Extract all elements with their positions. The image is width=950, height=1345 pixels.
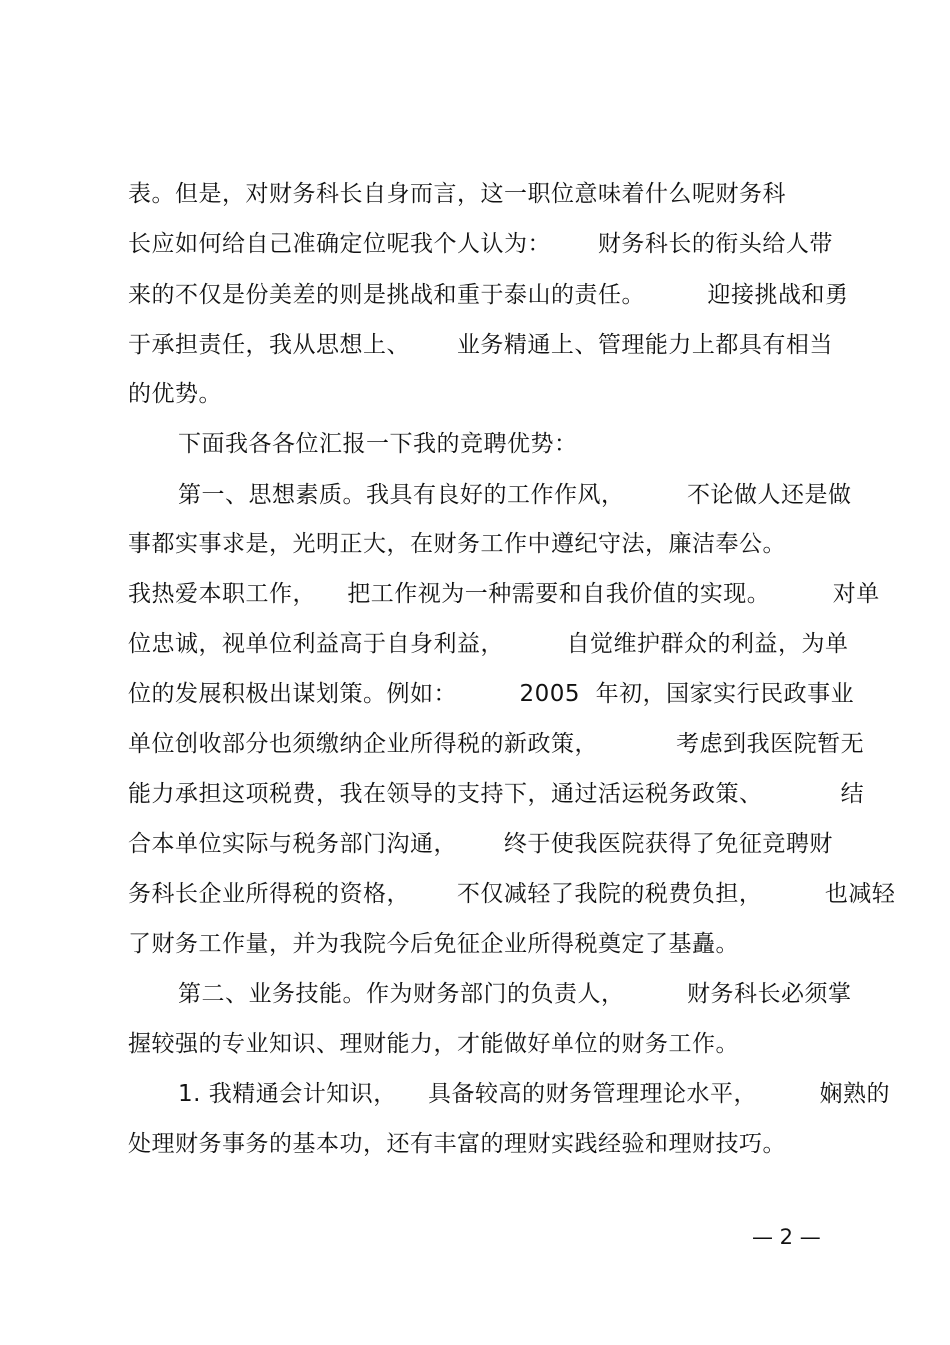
text-line-3: 来的不仅是份美差的则是挑战和重于泰山的责任。 迎接挑战和勇: [128, 282, 849, 308]
text-line-9: 我热爱本职工作， 把工作视为一种需要和自我价值的实现。 对单: [128, 581, 880, 607]
text-line-8: 事都实事求是，光明正大，在财务工作中遵纪守法，廉洁奉公。: [128, 531, 786, 557]
page-number: — 2 —: [752, 1225, 821, 1249]
text-line-14: 合本单位实际与税务部门沟通， 终于使我医院获得了免征竞聘财: [128, 831, 833, 857]
text-line-16: 了财务工作量，并为我院今后免征企业所得税奠定了基矗。: [128, 931, 739, 957]
text-line-1: 表。但是，对财务科长自身而言，这一职位意味着什么呢财务科: [128, 181, 786, 207]
text-line-13: 能力承担这项税费，我在领导的支持下，通过活运税务政策、 结: [128, 781, 865, 807]
text-line-11: 位的发展积极出谋划策。例如： 2005 年初，国家实行民政事业: [128, 681, 855, 707]
text-line-12: 单位创收部分也须缴纳企业所得税的新政策， 考虑到我医院暂无: [128, 731, 865, 757]
text-line-18: 握较强的专业知识、理财能力，才能做好单位的财务工作。: [128, 1031, 739, 1057]
text-line-20: 处理财务事务的基本功，还有丰富的理财实践经验和理财技巧。: [128, 1131, 786, 1157]
text-line-4: 于承担责任，我从思想上、 业务精通上、管理能力上都具有相当: [128, 332, 833, 358]
text-line-5: 的优势。: [128, 381, 222, 407]
text-line-6: 下面我各各位汇报一下我的竞聘优势：: [178, 431, 578, 457]
text-line-17: 第二、业务技能。作为财务部门的负责人， 财务科长必须掌: [178, 981, 852, 1007]
text-line-15: 务科长企业所得税的资格， 不仅减轻了我院的税费负担， 也减轻: [128, 881, 896, 907]
text-line-10: 位忠诚，视单位利益高于自身利益， 自觉维护群众的利益，为单: [128, 631, 849, 657]
text-line-19: 1. 我精通会计知识， 具备较高的财务管理理论水平， 娴熟的: [178, 1081, 890, 1107]
text-line-7: 第一、思想素质。我具有良好的工作作风， 不论做人还是做: [178, 482, 852, 508]
text-line-2: 长应如何给自己准确定位呢我个人认为： 财务科长的衔头给人带: [128, 231, 833, 257]
